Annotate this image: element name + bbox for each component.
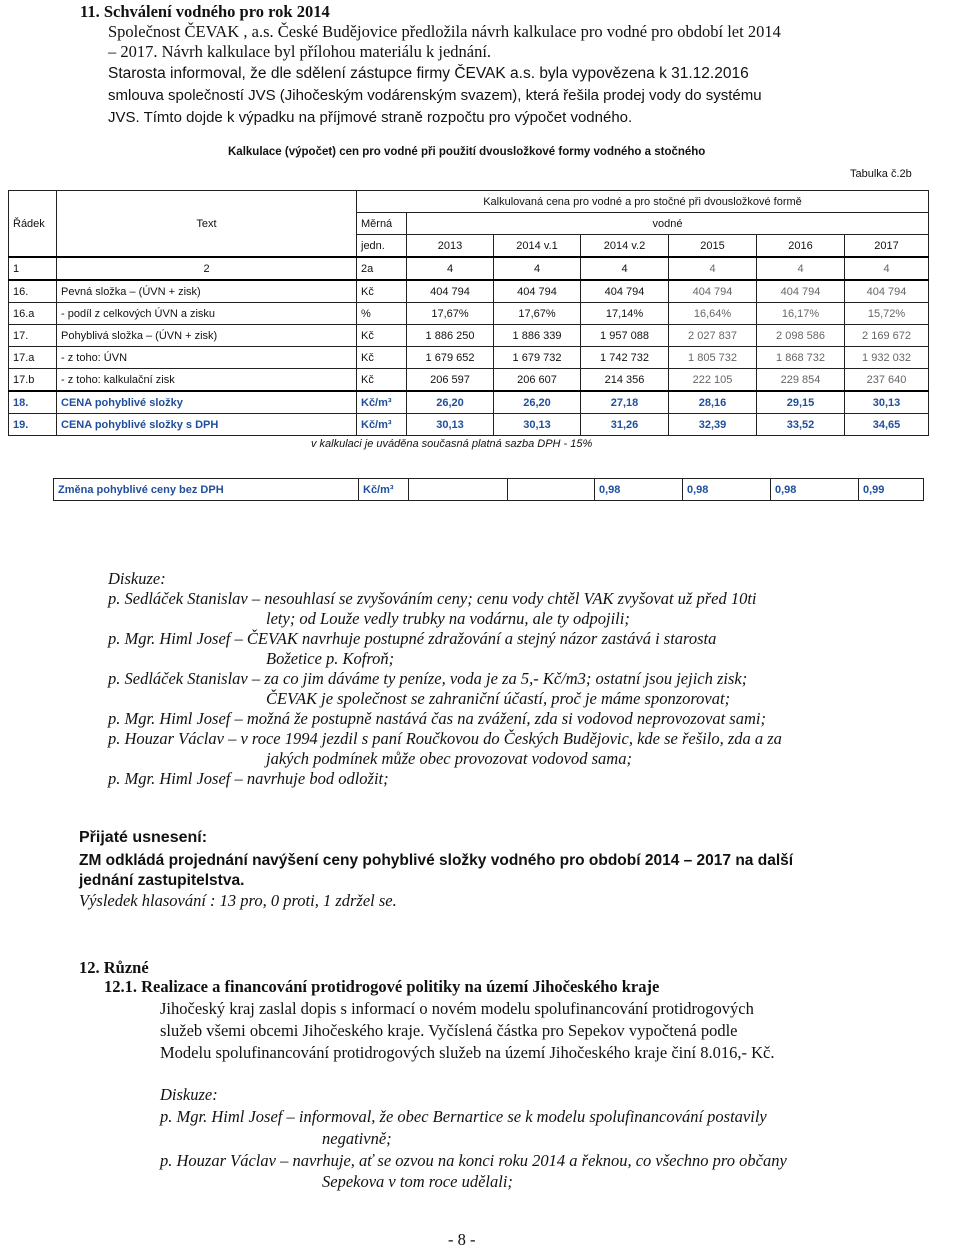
discussion-item: p. Sedláček Stanislav – nesouhlasí se zvyšováním ceny; cenu vody chtěl VAK zvyšovat už před 10ti <box>108 589 757 608</box>
table-row <box>9 303 929 325</box>
table-cell: 17.a <box>9 347 57 369</box>
table-cell: % <box>357 303 407 325</box>
table-cell: 237 640 <box>845 369 929 392</box>
table-cell: Kč <box>357 280 407 303</box>
table-cell: 1 742 732 <box>581 347 669 369</box>
table-cell: 34,65 <box>845 414 929 436</box>
table-cell: 404 794 <box>407 280 494 303</box>
col-vodne: vodné <box>407 213 929 235</box>
discussion-item: p. Mgr. Himl Josef – ČEVAK navrhuje postupné zdražování a stejný názor zastává i starosta <box>108 629 717 648</box>
discussion-item-continuation: Božetice p. Kofroň; <box>266 649 395 668</box>
table-cell: 30,13 <box>407 414 494 436</box>
page-number: - 8 - <box>448 1230 476 1249</box>
change-value: 0,98 <box>771 479 859 501</box>
index-cell: 2a <box>357 257 407 280</box>
change-value: 0,98 <box>595 479 683 501</box>
index-cell: 4 <box>581 257 669 280</box>
table-cell: 16,17% <box>757 303 845 325</box>
table-row <box>9 347 929 369</box>
index-cell: 2 <box>57 257 357 280</box>
table-cell: - z toho: kalkulační zisk <box>57 369 357 392</box>
table-cell: CENA pohyblivé složky <box>57 391 357 414</box>
table-cell: 18. <box>9 391 57 414</box>
table-cell: Pevná složka – (ÚVN + zisk) <box>57 280 357 303</box>
table-cell: 1 886 339 <box>494 325 581 347</box>
section-12-1-heading: 12.1. Realizace a financování protidrogové politiky na území Jihočeského kraje <box>104 977 660 996</box>
resolution-line-2: jednání zastupitelstva. <box>79 872 245 889</box>
section-12-line-2: služeb všemi obcemi Jihočeského kraje. Vyčíslená částka pro Sepekov vypočtená podle <box>160 1021 738 1040</box>
table-cell: 2 169 672 <box>845 325 929 347</box>
discussion-items <box>108 589 898 789</box>
table-cell: 17,67% <box>407 303 494 325</box>
table-number: Tabulka č.2b <box>850 168 912 180</box>
table-caption: Kalkulace (výpočet) cen pro vodné při použití dvousložkové formy vodného a stočného <box>228 146 706 158</box>
table-cell: 1 805 732 <box>669 347 757 369</box>
table-cell: Kč <box>357 325 407 347</box>
table-cell: 17,67% <box>494 303 581 325</box>
vote-result: Výsledek hlasování : 13 pro, 0 proti, 1 zdržel se. <box>79 891 397 910</box>
table-cell: 1 957 088 <box>581 325 669 347</box>
table-header-row-1 <box>9 191 929 213</box>
year-header: 2016 <box>757 235 845 258</box>
col-jedn: jedn. <box>357 235 407 258</box>
table-cell: 404 794 <box>494 280 581 303</box>
table-cell: 27,18 <box>581 391 669 414</box>
discussion-2-item-2: p. Houzar Václav – navrhuje, ať se ozvou na konci roku 2014 a řeknou, co všechno pro občany <box>160 1151 787 1170</box>
resolution-title: Přijaté usnesení: <box>79 829 208 846</box>
discussion-item: p. Houzar Václav – v roce 1994 jezdil s paní Roučkovou do Českých Budějovic, kde se řešilo, zda a za <box>108 729 782 748</box>
discussion-item: p. Mgr. Himl Josef – možná že postupně nastává čas na zvážení, zda si vodovod neprovozovat sami; <box>108 709 766 728</box>
table-cell: 404 794 <box>669 280 757 303</box>
section-11-line-5: JVS. Tímto dojde k výpadku na příjmové straně rozpočtu pro výpočet vodného. <box>108 109 633 126</box>
year-header: 2014 v.2 <box>581 235 669 258</box>
change-unit <box>359 479 409 501</box>
discussion-item-continuation: jakých podmínek může obec provozovat vodovod sama; <box>266 749 632 768</box>
table-cell: 30,13 <box>845 391 929 414</box>
table-cell: 15,72% <box>845 303 929 325</box>
table-cell: Kč/m³ <box>357 414 407 436</box>
table-body <box>9 280 929 436</box>
table-cell: 1 886 250 <box>407 325 494 347</box>
section-11-line-3: Starosta informoval, že dle sdělení zástupce firmy ČEVAK a.s. byla vypovězena k 31.12.2016 <box>108 65 749 82</box>
table-cell: 2 098 586 <box>757 325 845 347</box>
section-12-line-3: Modelu spolufinancování protidrogových služeb na území Jihočeského kraje činí 8.016,- Kč. <box>160 1043 775 1062</box>
table-cell: 16,64% <box>669 303 757 325</box>
table-cell: 2 027 837 <box>669 325 757 347</box>
table-cell: 31,26 <box>581 414 669 436</box>
change-value: 0,98 <box>683 479 771 501</box>
discussion-1 <box>108 569 898 789</box>
table-cell: Pohyblivá složka – (ÚVN + zisk) <box>57 325 357 347</box>
index-cell: 4 <box>407 257 494 280</box>
table-cell: 206 607 <box>494 369 581 392</box>
index-cell: 1 <box>9 257 57 280</box>
table-cell: 1 679 732 <box>494 347 581 369</box>
index-cell: 4 <box>494 257 581 280</box>
index-row <box>9 257 929 280</box>
table-cell: 404 794 <box>845 280 929 303</box>
year-header: 2017 <box>845 235 929 258</box>
discussion-2-title: Diskuze: <box>160 1085 218 1104</box>
discussion-item-continuation: lety; od Louže vedly trubky na vodárnu, ale ty odpojili; <box>266 609 630 628</box>
section-11-line-1: Společnost ČEVAK , a.s. České Budějovice předložila návrh kalkulace pro vodné pro období let 2014 <box>108 22 781 41</box>
discussion-item: p. Mgr. Himl Josef – navrhuje bod odložit; <box>108 769 389 788</box>
discussion-2-item-1-cont: negativně; <box>322 1129 392 1148</box>
group-header: Kalkulovaná cena pro vodné a pro stočné při dvousložkové formě <box>357 191 929 213</box>
vat-note: v kalkulaci je uváděna současná platná sazba DPH - 15% <box>311 438 593 450</box>
year-header: 2015 <box>669 235 757 258</box>
calculation-table <box>8 190 929 436</box>
index-cell: 4 <box>757 257 845 280</box>
change-row <box>54 479 924 501</box>
table-cell: 17.b <box>9 369 57 392</box>
section-12-line-1: Jihočeský kraj zaslal dopis s informací o novém modelu spolufinancování protidrogových <box>160 999 754 1018</box>
table-cell: 17. <box>9 325 57 347</box>
table-row <box>9 414 929 436</box>
table-cell: 33,52 <box>757 414 845 436</box>
table-cell: 1 868 732 <box>757 347 845 369</box>
table-cell: 214 356 <box>581 369 669 392</box>
table-cell: 19. <box>9 414 57 436</box>
index-cell: 4 <box>845 257 929 280</box>
table-cell: 17,14% <box>581 303 669 325</box>
section-12-heading: 12. Různé <box>79 958 149 977</box>
table-cell: 32,39 <box>669 414 757 436</box>
discussion-2-item-2-cont: Sepekova v tom roce udělali; <box>322 1172 513 1191</box>
table-cell: 26,20 <box>407 391 494 414</box>
discussion-item: p. Sedláček Stanislav – za co jim dáváme ty peníze, voda je za 5,- Kč/m3; ostatní jsou jejich zisk; <box>108 669 748 688</box>
year-header: 2014 v.1 <box>494 235 581 258</box>
resolution-line-1: ZM odkládá projednání navýšení ceny pohyblivé složky vodného pro období 2014 – 2017 na další <box>79 852 794 869</box>
table-cell: - podíl z celkových ÚVN a zisku <box>57 303 357 325</box>
change-value: 0,99 <box>859 479 924 501</box>
col-text: Text <box>57 191 357 258</box>
table-cell: 26,20 <box>494 391 581 414</box>
table-cell: Kč <box>357 369 407 392</box>
empty-cell <box>508 479 595 501</box>
table-cell: 16.a <box>9 303 57 325</box>
section-11-heading: 11. Schválení vodného pro rok 2014 <box>80 2 330 21</box>
table-cell: Kč <box>357 347 407 369</box>
section-11-line-2: – 2017. Návrh kalkulace byl přílohou materiálu k jednání. <box>108 42 492 61</box>
table-row <box>9 280 929 303</box>
table-cell: 404 794 <box>757 280 845 303</box>
table-cell: 28,16 <box>669 391 757 414</box>
change-table <box>53 478 924 501</box>
table-cell: 404 794 <box>581 280 669 303</box>
table-cell: 206 597 <box>407 369 494 392</box>
table-cell: 16. <box>9 280 57 303</box>
col-merna: Měrná <box>357 213 407 235</box>
table-cell: 30,13 <box>494 414 581 436</box>
table-row <box>9 325 929 347</box>
discussion-item-continuation: ČEVAK je společnost se zahraniční účastí, proč je máme sponzorovat; <box>266 689 731 708</box>
table-cell: CENA pohyblivé složky s DPH <box>57 414 357 436</box>
change-label: Změna pohyblivé ceny bez DPH <box>54 479 359 501</box>
table-row <box>9 391 929 414</box>
table-cell: 29,15 <box>757 391 845 414</box>
table-row <box>9 369 929 392</box>
table-cell: 1 679 652 <box>407 347 494 369</box>
index-cell: 4 <box>669 257 757 280</box>
discussion-title: Diskuze: <box>108 569 166 588</box>
col-radek: Řádek <box>9 191 57 258</box>
table-cell: Kč/m³ <box>357 391 407 414</box>
year-header: 2013 <box>407 235 494 258</box>
discussion-2-item-1: p. Mgr. Himl Josef – informoval, že obec Bernartice se k modelu spolufinancování postavily <box>160 1107 767 1126</box>
section-11-line-4: smlouva společností JVS (Jihočeským vodárenským svazem), která řešila prodej vody do systému <box>108 87 762 104</box>
table-cell: 222 105 <box>669 369 757 392</box>
table-cell: 229 854 <box>757 369 845 392</box>
empty-cell <box>409 479 508 501</box>
table-cell: 1 932 032 <box>845 347 929 369</box>
table-cell: - z toho: ÚVN <box>57 347 357 369</box>
change-unit-text: Kč/m³ <box>363 483 394 496</box>
